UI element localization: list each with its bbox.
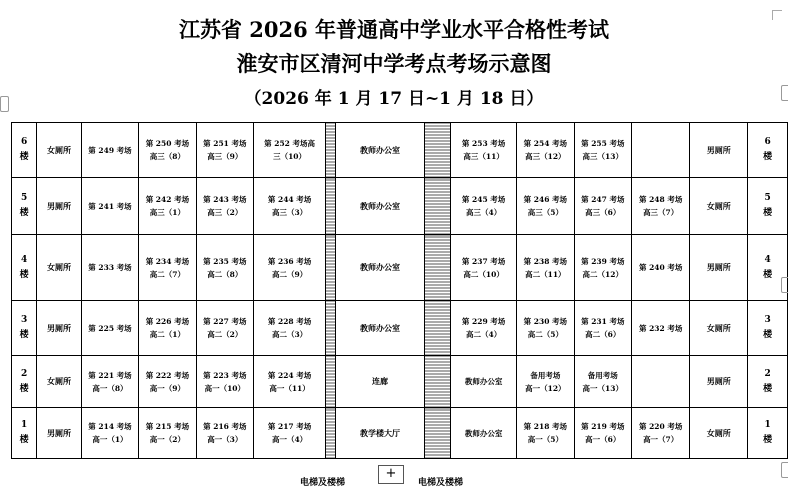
exam-room-cell: 第 255 考场 高三（13）: [574, 123, 631, 178]
exam-room-cell: 第 220 考场 高一（7）: [631, 408, 689, 459]
stairwell-cell: [326, 301, 336, 356]
exam-room-cell: 第 248 考场 高三（7）: [631, 178, 689, 235]
exam-room-cell: 第 252 考场高 三（10）: [254, 123, 326, 178]
floor-label: 5 楼: [12, 178, 37, 235]
floor-label: 1 楼: [748, 408, 788, 459]
stairwell-cell: [326, 235, 336, 301]
exam-room-cell: 教师办公室: [451, 408, 517, 459]
stairwell-cell: [326, 123, 336, 178]
exam-room-cell: 第 247 考场 高三（6）: [574, 178, 631, 235]
exam-room-cell: 第 228 考场 高二（3）: [254, 301, 326, 356]
exam-room-cell: 第 215 考场 高一（2）: [139, 408, 196, 459]
exam-room-cell: 第 253 考场 高三（11）: [451, 123, 517, 178]
exam-room-cell: 第 233 考场: [81, 235, 138, 301]
exam-room-cell: 备用考场 高一（12）: [517, 356, 574, 408]
exam-room-cell: 第 237 考场 高二（10）: [451, 235, 517, 301]
exam-room-cell: 第 241 考场: [81, 178, 138, 235]
restroom-cell: 女厕所: [690, 178, 748, 235]
floor-plan-table: [11, 122, 788, 459]
stairwell-cell: [425, 123, 451, 178]
page-margin-marker: [781, 462, 788, 478]
page-margin-marker: [781, 277, 788, 293]
exam-room-cell: [631, 356, 689, 408]
floor-label: 4 楼: [748, 235, 788, 301]
exam-dates: （2026 年 1 月 17 日~1 月 18 日）: [244, 89, 544, 109]
exam-room-cell: 第 249 考场: [81, 123, 138, 178]
page-margin-marker: [0, 96, 9, 112]
hall-cell: 教师办公室: [335, 235, 424, 301]
exam-room-cell: 第 219 考场 高一（6）: [574, 408, 631, 459]
exam-room-cell: 第 242 考场 高三（1）: [139, 178, 196, 235]
elevator-stairs-right: 电梯及楼梯: [418, 478, 464, 488]
exam-room-cell: 第 250 考场 高三（8）: [139, 123, 196, 178]
floor-label: 4 楼: [12, 235, 37, 301]
exam-room-cell: 第 232 考场: [631, 301, 689, 356]
floor-label: 3 楼: [12, 301, 37, 356]
exam-room-cell: 第 218 考场 高一（5）: [517, 408, 574, 459]
stairwell-cell: [326, 178, 336, 235]
restroom-cell: 女厕所: [37, 235, 81, 301]
elevator-stairs-left: 电梯及楼梯: [300, 478, 346, 488]
exam-room-cell: 第 225 考场: [81, 301, 138, 356]
floor-row: [12, 408, 788, 459]
hall-cell: 教师办公室: [335, 123, 424, 178]
exam-room-cell: 备用考场 高一（13）: [574, 356, 631, 408]
exam-room-cell: 第 246 考场 高三（5）: [517, 178, 574, 235]
exam-room-cell: 第 214 考场 高一（1）: [81, 408, 138, 459]
restroom-cell: 男厕所: [37, 178, 81, 235]
restroom-cell: 女厕所: [690, 408, 748, 459]
exam-room-cell: 第 226 考场 高二（1）: [139, 301, 196, 356]
stairwell-cell: [425, 408, 451, 459]
exam-room-cell: 第 217 考场 高一（4）: [254, 408, 326, 459]
exam-room-cell: 第 236 考场 高二（9）: [254, 235, 326, 301]
exam-room-cell: 第 244 考场 高三（3）: [254, 178, 326, 235]
restroom-cell: 女厕所: [690, 301, 748, 356]
stairwell-cell: [425, 235, 451, 301]
floor-row: [12, 301, 788, 356]
hall-cell: 连廊: [335, 356, 424, 408]
floor-label: 2 楼: [12, 356, 37, 408]
restroom-cell: 男厕所: [690, 123, 748, 178]
exam-room-cell: 第 238 考场 高二（11）: [517, 235, 574, 301]
restroom-cell: 男厕所: [37, 301, 81, 356]
floor-label: 3 楼: [748, 301, 788, 356]
exam-title: 江苏省 2026 年普通高中学业水平合格性考试: [178, 17, 610, 42]
page-margin-marker: [781, 85, 788, 101]
exam-room-cell: 教师办公室: [451, 356, 517, 408]
exam-room-cell: 第 224 考场 高一（11）: [254, 356, 326, 408]
exam-room-cell: [631, 123, 689, 178]
exam-room-cell: 第 251 考场 高三（9）: [196, 123, 253, 178]
restroom-cell: 男厕所: [690, 356, 748, 408]
exam-room-cell: 第 239 考场 高二（12）: [574, 235, 631, 301]
exam-room-cell: 第 223 考场 高一（10）: [196, 356, 253, 408]
stairwell-cell: [326, 356, 336, 408]
exam-room-cell: 第 229 考场 高二（4）: [451, 301, 517, 356]
exam-room-cell: 第 222 考场 高一（9）: [139, 356, 196, 408]
floor-label: 6 楼: [12, 123, 37, 178]
floor-label: 5 楼: [748, 178, 788, 235]
floor-label: 6 楼: [748, 123, 788, 178]
exam-room-cell: 第 234 考场 高二（7）: [139, 235, 196, 301]
restroom-cell: 女厕所: [37, 356, 81, 408]
exam-room-cell: 第 245 考场 高三（4）: [451, 178, 517, 235]
exam-room-cell: 第 254 考场 高三（12）: [517, 123, 574, 178]
hall-cell: 教师办公室: [335, 178, 424, 235]
exam-room-cell: 第 230 考场 高二（5）: [517, 301, 574, 356]
floor-row: [12, 178, 788, 235]
exam-room-cell: 第 231 考场 高二（6）: [574, 301, 631, 356]
floor-label: 2 楼: [748, 356, 788, 408]
floor-label: 1 楼: [12, 408, 37, 459]
restroom-cell: 女厕所: [37, 123, 81, 178]
exam-room-cell: 第 243 考场 高三（2）: [196, 178, 253, 235]
exam-room-cell: 第 240 考场: [631, 235, 689, 301]
exam-room-cell: 第 235 考场 高二（8）: [196, 235, 253, 301]
exam-room-cell: 第 221 考场 高一（8）: [81, 356, 138, 408]
exam-room-cell: 第 216 考场 高一（3）: [196, 408, 253, 459]
exam-room-cell: 第 227 考场 高二（2）: [196, 301, 253, 356]
restroom-cell: 男厕所: [690, 235, 748, 301]
restroom-cell: 男厕所: [37, 408, 81, 459]
stairwell-cell: [326, 408, 336, 459]
floor-row: [12, 123, 788, 178]
stairwell-cell: [425, 301, 451, 356]
hall-cell: 教学楼大厅: [335, 408, 424, 459]
floor-row: [12, 235, 788, 301]
plus-icon[interactable]: +: [378, 465, 404, 484]
hall-cell: 教师办公室: [335, 301, 424, 356]
stairwell-cell: [425, 356, 451, 408]
site-title: 淮安市区清河中学考点考场示意图: [236, 51, 552, 76]
page-corner-marker: [772, 10, 782, 20]
stairwell-cell: [425, 178, 451, 235]
floor-row: [12, 356, 788, 408]
